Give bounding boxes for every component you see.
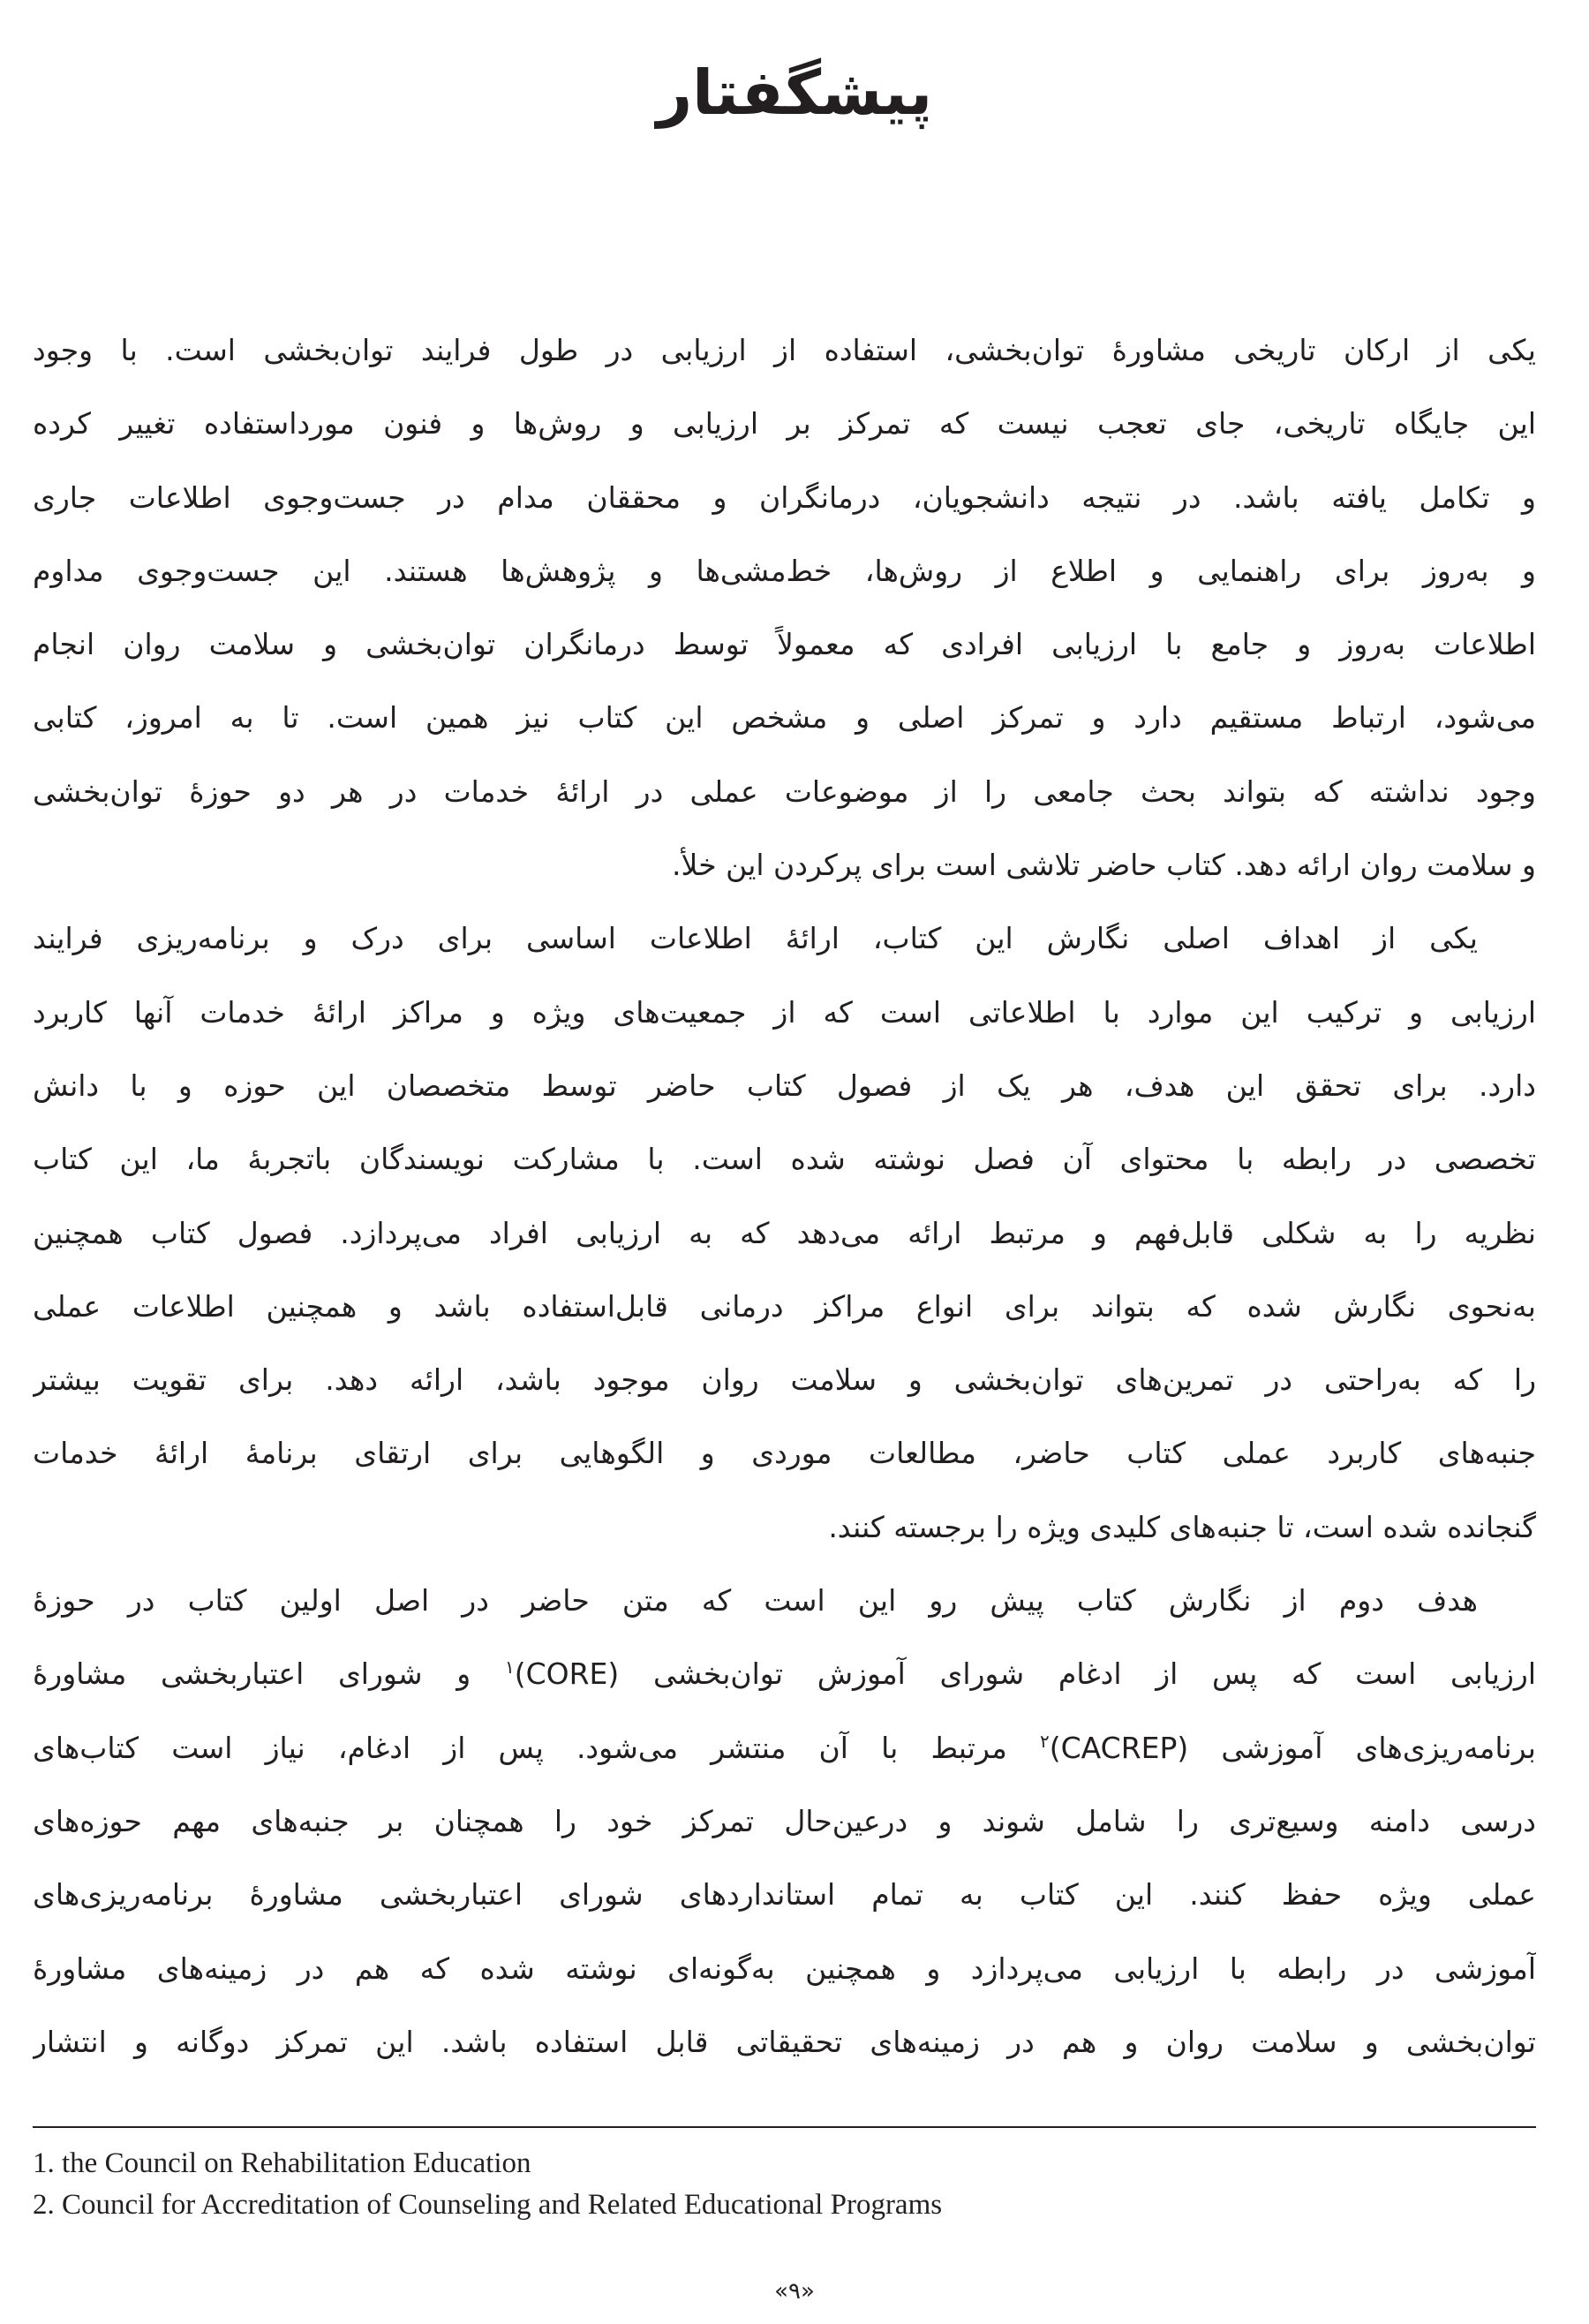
- text-line: درسی دامنه وسیع‌تری را شامل شوند و درعین‌حال تمرکز خود را همچنان بر جنبه‌های مهم حوزه‌های: [33, 1803, 1536, 1838]
- page-number: «۹»: [774, 2278, 815, 2305]
- footnote-2: 2. Council for Accreditation of Counseling and Related Educational Programs: [33, 2189, 943, 2221]
- text-line: هدف دوم از نگارش کتاب پیش رو این است که متن حاضر در اصل اولین کتاب در حوزهٔ: [33, 1583, 1478, 1618]
- body-text: [33, 313, 1536, 2079]
- text-line: [33, 1711, 1536, 1784]
- text-segment: مرتبط با آن منتشر می‌شود. پس از ادغام، نیاز است کتاب‌های: [33, 1730, 1040, 1765]
- footnote-1: 1. the Council on Rehabilitation Education: [33, 2147, 531, 2179]
- text-line: و تکامل یافته باشد. در نتیجه دانشجویان، درمانگران و محققان مدام در جست‌وجوی اطلاعات جاری: [33, 479, 1536, 515]
- text-line: گنجانده شده است، تا جنبه‌های کلیدی ویژه را برجسته کنند.: [828, 1509, 1536, 1544]
- footnote-divider: [33, 2126, 1536, 2128]
- text-line: را که به‌راحتی در تمرین‌های توان‌بخشی و سلامت روان موجود باشد، ارائه دهد. برای تقویت بیشتر: [33, 1362, 1536, 1398]
- footnote-ref: ۲: [1039, 1730, 1050, 1752]
- text-line: جنبه‌های کاربرد عملی کتاب حاضر، مطالعات موردی و الگوهایی برای ارتقای برنامهٔ ارائهٔ خدمات: [33, 1436, 1536, 1471]
- text-line: ارزیابی و ترکیب این موارد با اطلاعاتی است که از جمعیت‌های ویژه و مراکز ارائهٔ خدمات آنها کاربرد: [33, 994, 1536, 1030]
- text-line: این جایگاه تاریخی، جای تعجب نیست که تمرکز بر ارزیابی و روش‌ها و فنون مورداستفاده تغییر کرده: [33, 406, 1536, 441]
- text-line: توان‌بخشی و سلامت روان و هم در زمینه‌های تحقیقاتی قابل استفاده باشد. این تمرکز دوگانه و انتشار: [33, 2024, 1536, 2059]
- text-line: به‌نحوی نگارش شده که بتواند برای انواع مراکز درمانی قابل‌استفاده باشد و همچنین اطلاعات عملی: [33, 1288, 1536, 1324]
- text-line: یکی از اهداف اصلی نگارش این کتاب، ارائهٔ اطلاعات اساسی برای درک و برنامه‌ریزی فرایند: [33, 921, 1478, 956]
- text-line: اطلاعات به‌روز و جامع با ارزیابی افرادی که معمولاً توسط درمانگران توان‌بخشی و سلامت روان انجام: [33, 627, 1536, 662]
- text-line: و سلامت روان ارائه دهد. کتاب حاضر تلاشی است برای پرکردن این خلأ.: [672, 848, 1536, 883]
- text-line: دارد. برای تحقق این هدف، هر یک از فصول کتاب حاضر توسط متخصصان این حوزه و با دانش: [33, 1068, 1536, 1103]
- page-title: پیشگفتار: [656, 57, 933, 129]
- text-line: [33, 1637, 1536, 1710]
- text-segment: ارزیابی است که پس از ادغام شورای آموزش توان‌بخشی (CORE): [514, 1656, 1536, 1692]
- text-line: نظریه را به شکلی قابل‌فهم و مرتبط ارائه می‌دهد که به ارزیابی افراد می‌پردازد. فصول کتاب همچنین: [33, 1215, 1536, 1250]
- text-line: آموزشی در رابطه با ارزیابی می‌پردازد و همچنین به‌گونه‌ای نوشته شده که هم در زمینه‌های مشاورهٔ: [33, 1950, 1536, 1986]
- text-segment: و شورای اعتباربخشی مشاورهٔ: [33, 1656, 505, 1692]
- footnote-ref: ۱: [504, 1656, 515, 1679]
- text-line: یکی از ارکان تاریخی مشاورهٔ توان‌بخشی، استفاده از ارزیابی در طول فرایند توان‌بخشی است. با وجود: [33, 333, 1536, 367]
- text-line: تخصصی در رابطه با محتوای آن فصل نوشته شده است. با مشارکت نویسندگان باتجربهٔ ما، این کتاب: [33, 1142, 1536, 1177]
- text-line: می‌شود، ارتباط مستقیم دارد و تمرکز اصلی و مشخص این کتاب نیز همین است. تا به امروز، کتابی: [33, 700, 1536, 736]
- text-line: و به‌روز برای راهنمایی و اطلاع از روش‌ها، خط‌مشی‌ها و پژوهش‌ها هستند. این جست‌وجوی مداوم: [33, 553, 1536, 588]
- text-line: وجود نداشته که بتواند بحث جامعی را از موضوعات عملی در ارائهٔ خدمات در هر دو حوزهٔ توان‌بخشی: [33, 773, 1536, 809]
- text-segment: برنامه‌ریزی‌های آموزشی (CACREP): [1049, 1730, 1536, 1765]
- text-line: عملی ویژه حفظ کنند. این کتاب به تمام استانداردهای شورای اعتباربخشی مشاورهٔ برنامه‌ریزی‌های: [33, 1877, 1536, 1913]
